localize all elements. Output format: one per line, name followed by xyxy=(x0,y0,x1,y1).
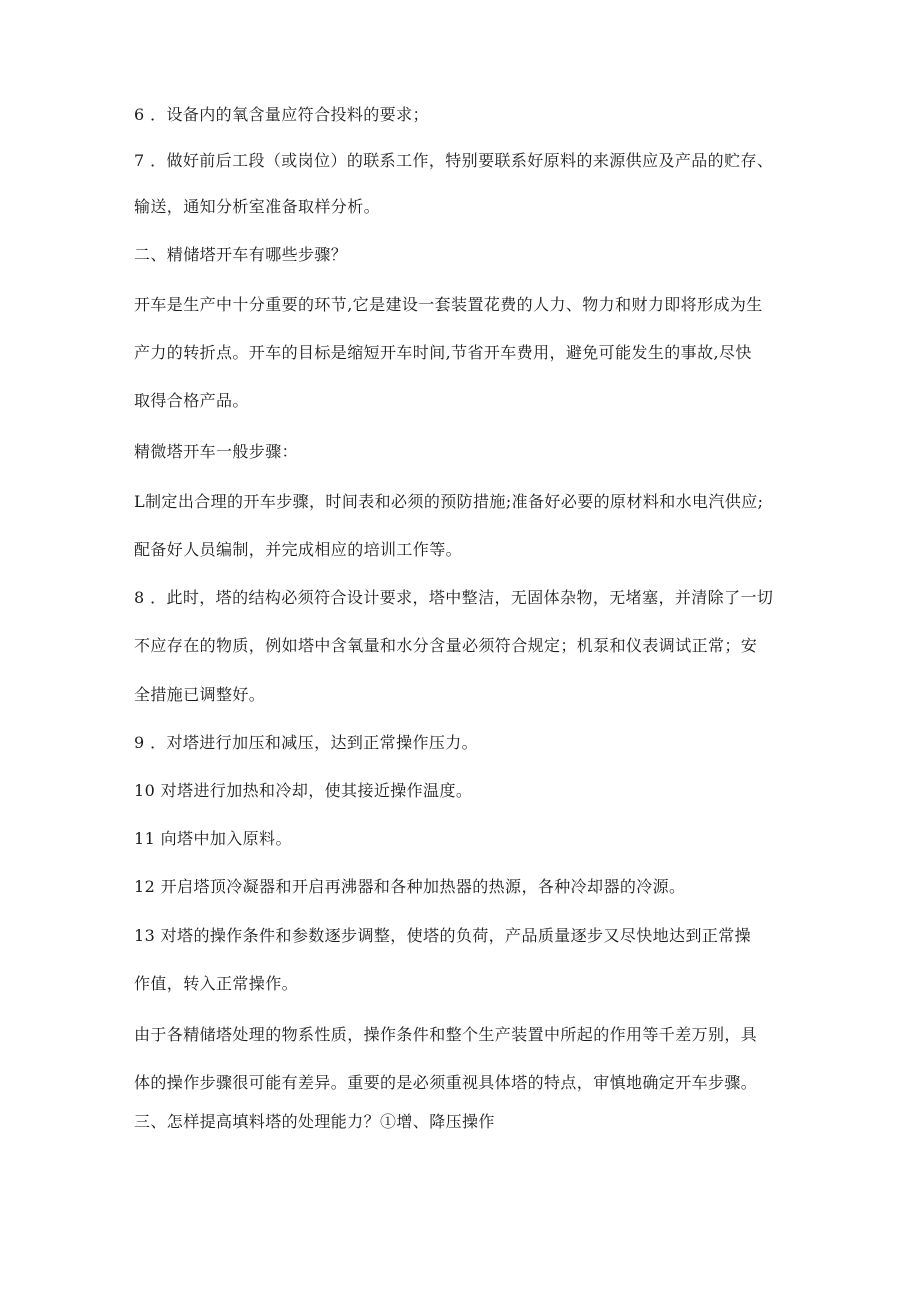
text-line: 作值，转入正常操作。 xyxy=(134,974,299,993)
text-line: 全措施已调整好。 xyxy=(134,685,266,704)
section-heading: 三、怎样提高填料塔的处理能力？①增、降压操作 xyxy=(134,1112,495,1131)
text-line: 13 对塔的操作条件和参数逐步调整，使塔的负荷，产品质量逐步又尽快地达到正常操 xyxy=(134,926,752,945)
text-line: 8 ．此时，塔的结构必须符合设计要求，塔中整洁，无固体杂物，无堵塞，并清除了一切 xyxy=(134,588,774,607)
text-line: L制定出合理的开车步骤，时间表和必须的预防措施;准备好必要的原材料和水电汽供应; xyxy=(134,492,764,511)
text-line: 10 对塔进行加热和冷却，使其接近操作温度。 xyxy=(134,781,473,800)
text-line: 11 向塔中加入原料。 xyxy=(134,829,292,848)
text-line: 产力的转折点。开车的目标是缩短开车时间,节省开车费用，避免可能发生的事故,尽快 xyxy=(134,343,752,362)
text-line: 由于各精储塔处理的物系性质，操作条件和整个生产装置中所起的作用等千差万别，具 xyxy=(134,1025,758,1044)
text-line: 体的操作步骤很可能有差异。重要的是必须重视具体塔的特点，审慎地确定开车步骤。 xyxy=(134,1073,758,1092)
text-line: 取得合格产品。 xyxy=(134,391,249,410)
text-line: 配备好人员编制，并完成相应的培训工作等。 xyxy=(134,540,463,559)
text-line: 精微塔开车一般步骤： xyxy=(134,442,299,461)
text-line: 不应存在的物质，例如塔中含氧量和水分含量必须符合规定；机泵和仪表调试正常；安 xyxy=(134,636,758,655)
text-line: 开车是生产中十分重要的环节,它是建设一套装置花费的人力、物力和财力即将形成为生 xyxy=(134,295,763,314)
text-line: 12 开启塔顶冷凝器和开启再沸器和各种加热器的热源，各种冷却器的冷源。 xyxy=(134,877,686,896)
text-line: 9 ．对塔进行加压和减压，达到正常操作压力。 xyxy=(134,733,479,752)
text-line: 输送，通知分析室准备取样分析。 xyxy=(134,197,381,216)
text-line: 6 ．设备内的氧含量应符合投料的要求； xyxy=(134,105,429,124)
text-line: 7 ．做好前后工段（或岗位）的联系工作，特别要联系好原料的来源供应及产品的贮存、 xyxy=(134,151,774,170)
section-heading: 二、精储塔开车有哪些步骤？ xyxy=(134,245,348,264)
